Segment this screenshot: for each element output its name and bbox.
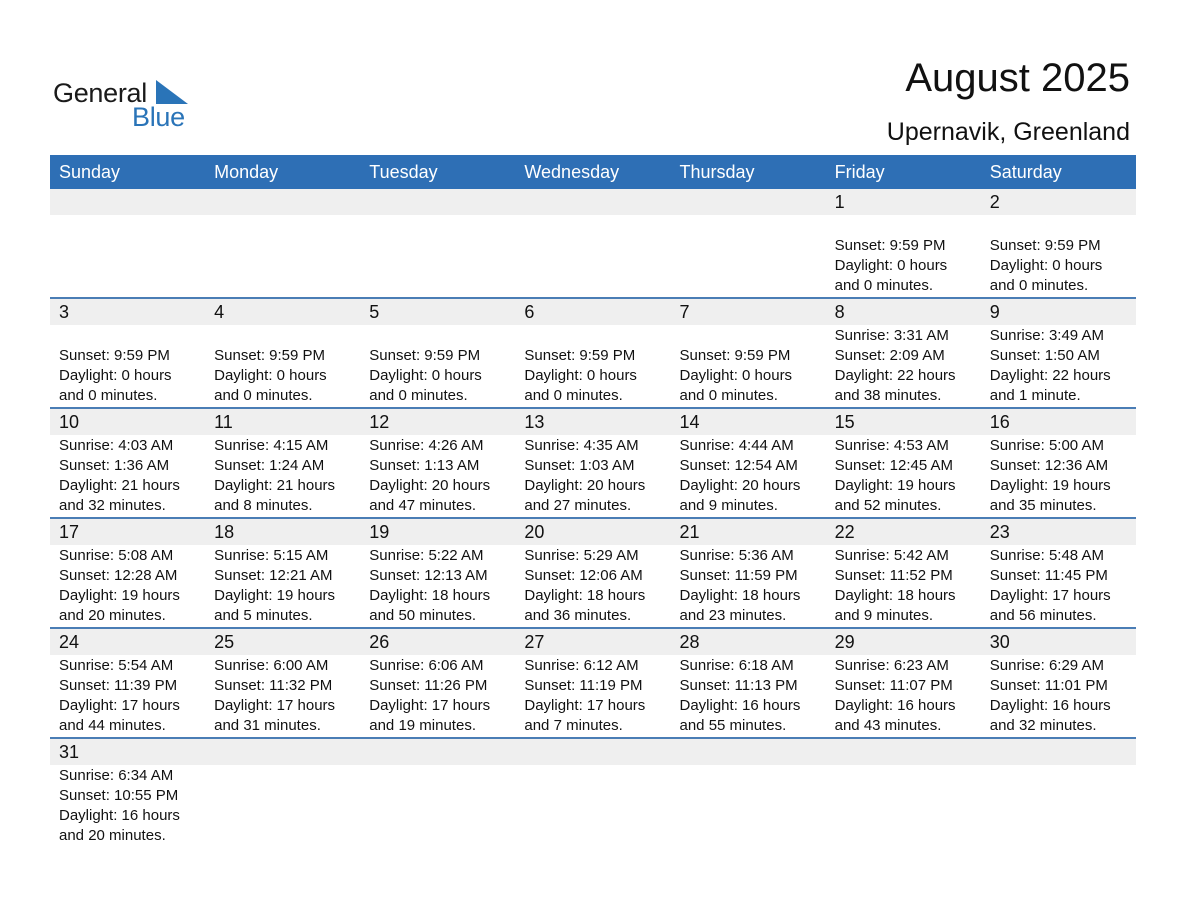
day-cell: [826, 766, 981, 847]
day-detail-line: Sunset: 9:59 PM: [369, 347, 481, 364]
day-number: [360, 739, 515, 765]
day-detail-line: [369, 326, 515, 346]
day-info-row: [50, 765, 1136, 847]
day-detail-line: Sunset: 1:50 AM: [989, 347, 1100, 364]
day-cell: [205, 326, 360, 407]
day-detail-line: Sunset: 9:59 PM: [214, 347, 326, 364]
day-number-row: [50, 629, 1136, 655]
day-detail-line: Daylight: 19 hours: [59, 587, 180, 604]
day-detail-line: and 0 minutes.: [369, 387, 468, 404]
day-cell: [826, 436, 981, 517]
day-detail-line: Sunrise: 6:29 AM: [989, 657, 1104, 674]
day-cell: [360, 216, 515, 297]
calendar-weeks: [50, 189, 1136, 847]
day-number: 3: [59, 302, 70, 322]
day-cell: [515, 216, 670, 297]
day-detail-line: Daylight: 18 hours: [524, 587, 646, 604]
day-detail-line: and 20 minutes.: [59, 607, 166, 624]
day-number: 10: [59, 412, 80, 432]
weekday-header-cell: Monday: [214, 162, 279, 182]
day-detail-line: Daylight: 20 hours: [524, 477, 646, 494]
day-detail-line: Sunset: 2:09 AM: [834, 347, 945, 364]
day-detail-line: Sunrise: 6:06 AM: [369, 657, 484, 674]
day-detail-line: and 38 minutes.: [834, 387, 942, 404]
day-number: 9: [989, 302, 1000, 322]
day-detail-line: Sunrise: 6:12 AM: [524, 657, 639, 674]
day-cell: [826, 546, 981, 627]
day-detail-line: Sunset: 9:59 PM: [989, 237, 1101, 254]
day-detail-line: Sunset: 1:36 AM: [59, 457, 170, 474]
day-detail-line: Daylight: 20 hours: [369, 477, 491, 494]
day-cell: [515, 546, 670, 627]
day-detail-line: Sunrise: 6:34 AM: [59, 767, 174, 784]
day-detail-line: and 32 minutes.: [59, 497, 166, 514]
day-detail-line: and 0 minutes.: [214, 387, 313, 404]
day-detail-line: and 43 minutes.: [834, 717, 942, 734]
day-detail-line: Daylight: 16 hours: [834, 697, 956, 714]
day-cell: [515, 326, 670, 407]
day-cell: [981, 766, 1136, 847]
day-detail-line: and 32 minutes.: [989, 717, 1097, 734]
day-cell: [826, 216, 981, 297]
logo-text-general: General: [53, 78, 147, 108]
day-detail-line: [59, 326, 205, 346]
day-cell: [360, 436, 515, 517]
day-detail-line: Sunset: 12:54 AM: [679, 457, 798, 474]
weekday-header-cell: Sunday: [59, 162, 121, 182]
day-detail-line: Sunset: 12:13 AM: [369, 567, 488, 584]
day-detail-line: Daylight: 0 hours: [59, 367, 172, 384]
day-detail-line: [835, 216, 981, 236]
day-detail-line: Daylight: 18 hours: [834, 587, 956, 604]
day-number: 7: [679, 302, 690, 322]
day-detail-line: and 0 minutes.: [524, 387, 623, 404]
day-number: 5: [369, 302, 380, 322]
day-detail-line: [680, 326, 826, 346]
day-detail-line: [214, 326, 360, 346]
day-detail-line: Daylight: 22 hours: [834, 367, 956, 384]
day-detail-line: Sunrise: 4:15 AM: [214, 437, 329, 454]
day-number: 29: [834, 632, 855, 652]
day-number: [205, 189, 360, 215]
day-number: [205, 739, 360, 765]
day-detail-line: and 20 minutes.: [59, 827, 166, 844]
day-detail-line: Daylight: 21 hours: [59, 477, 180, 494]
day-detail-line: Sunrise: 3:31 AM: [834, 327, 949, 344]
day-number: 4: [214, 302, 225, 322]
day-cell: [205, 436, 360, 517]
day-cell: [981, 216, 1136, 297]
day-detail-line: and 23 minutes.: [679, 607, 787, 624]
day-detail-line: and 7 minutes.: [524, 717, 623, 734]
day-detail-line: Sunrise: 5:15 AM: [214, 547, 329, 564]
day-detail-line: Daylight: 0 hours: [679, 367, 793, 384]
day-number: 8: [834, 302, 845, 322]
day-number: 27: [524, 632, 545, 652]
day-detail-line: and 35 minutes.: [989, 497, 1097, 514]
day-detail-line: and 52 minutes.: [834, 497, 942, 514]
day-detail-line: Daylight: 18 hours: [679, 587, 801, 604]
day-detail-line: and 5 minutes.: [214, 607, 313, 624]
day-detail-line: Sunset: 1:24 AM: [214, 457, 325, 474]
day-detail-line: Daylight: 19 hours: [834, 477, 956, 494]
day-detail-line: Daylight: 0 hours: [369, 367, 482, 384]
day-cell: [981, 656, 1136, 737]
calendar-title: August 2025: [905, 56, 1130, 100]
day-detail-line: and 1 minute.: [989, 387, 1081, 404]
day-detail-line: Sunset: 12:21 AM: [214, 567, 333, 584]
day-detail-line: Sunset: 9:59 PM: [834, 237, 946, 254]
day-cell: [515, 656, 670, 737]
day-cell: [360, 326, 515, 407]
day-detail-line: Daylight: 19 hours: [989, 477, 1111, 494]
day-detail-line: Daylight: 16 hours: [989, 697, 1111, 714]
day-detail-line: [524, 326, 670, 346]
day-cell: [50, 436, 205, 517]
day-number: 12: [369, 412, 390, 432]
day-number-row: [50, 409, 1136, 435]
weekday-header-cell: Wednesday: [524, 162, 620, 182]
day-cell: [515, 436, 670, 517]
day-detail-line: Daylight: 20 hours: [679, 477, 801, 494]
day-info-row: [50, 545, 1136, 627]
day-cell: [981, 326, 1136, 407]
day-cell: [671, 326, 826, 407]
day-number: 14: [679, 412, 700, 432]
day-cell: [50, 766, 205, 847]
day-detail-line: Sunset: 10:55 PM: [59, 787, 179, 804]
day-detail-line: Sunrise: 5:08 AM: [59, 547, 174, 564]
day-detail-line: Sunset: 9:59 PM: [524, 347, 636, 364]
day-detail-line: Sunrise: 6:00 AM: [214, 657, 329, 674]
day-detail-line: Daylight: 17 hours: [369, 697, 491, 714]
day-detail-line: and 0 minutes.: [834, 277, 934, 294]
day-detail-line: Sunrise: 5:42 AM: [834, 547, 949, 564]
day-number: 15: [834, 412, 855, 432]
day-cell: [205, 656, 360, 737]
day-number: 25: [214, 632, 235, 652]
day-detail-line: and 27 minutes.: [524, 497, 632, 514]
day-number: 22: [834, 522, 855, 542]
calendar-location: Upernavik, Greenland: [886, 118, 1130, 146]
day-number: 17: [59, 522, 80, 542]
day-detail-line: Sunset: 11:45 PM: [989, 567, 1108, 584]
day-detail-line: Sunset: 11:13 PM: [679, 677, 798, 694]
day-number: 6: [524, 302, 535, 322]
week-row: [50, 189, 1136, 299]
day-detail-line: Sunrise: 5:54 AM: [59, 657, 174, 674]
day-detail-line: Daylight: 22 hours: [989, 367, 1111, 384]
day-number: [671, 189, 826, 215]
weekday-header-cell: Friday: [834, 162, 885, 182]
day-detail-line: Sunset: 12:06 AM: [524, 567, 643, 584]
day-number: 1: [834, 192, 845, 212]
week-row: [50, 629, 1136, 739]
day-detail-line: Sunrise: 4:44 AM: [679, 437, 794, 454]
day-detail-line: and 31 minutes.: [214, 717, 321, 734]
day-cell: [671, 656, 826, 737]
day-cell: [360, 766, 515, 847]
week-row: [50, 299, 1136, 409]
day-detail-line: and 56 minutes.: [989, 607, 1097, 624]
day-number: 23: [989, 522, 1010, 542]
day-detail-line: and 44 minutes.: [59, 717, 166, 734]
day-detail-line: Daylight: 0 hours: [524, 367, 637, 384]
day-number: 11: [214, 412, 233, 432]
weekday-header-cell: Saturday: [989, 162, 1062, 182]
day-detail-line: Sunset: 12:28 AM: [59, 567, 178, 584]
logo-triangle-icon: [156, 80, 188, 104]
weekday-header-cell: Tuesday: [369, 162, 438, 182]
day-number: 20: [524, 522, 545, 542]
day-detail-line: Sunset: 12:36 AM: [989, 457, 1109, 474]
day-cell: [671, 436, 826, 517]
day-cell: [50, 656, 205, 737]
day-cell: [826, 326, 981, 407]
day-cell: [826, 656, 981, 737]
day-cell: [205, 766, 360, 847]
day-number: [515, 189, 670, 215]
day-detail-line: Sunrise: 5:36 AM: [679, 547, 794, 564]
day-number: 18: [214, 522, 235, 542]
day-detail-line: and 47 minutes.: [369, 497, 476, 514]
day-detail-line: Daylight: 17 hours: [214, 697, 336, 714]
day-cell: [360, 546, 515, 627]
day-number: [360, 189, 515, 215]
day-detail-line: Daylight: 17 hours: [989, 587, 1111, 604]
day-detail-line: Daylight: 0 hours: [214, 367, 327, 384]
day-number: [826, 739, 981, 765]
day-detail-line: Sunset: 9:59 PM: [679, 347, 791, 364]
day-info-row: [50, 435, 1136, 517]
day-cell: [515, 766, 670, 847]
day-detail-line: Sunrise: 4:03 AM: [59, 437, 174, 454]
day-cell: [205, 216, 360, 297]
day-detail-line: and 0 minutes.: [59, 387, 158, 404]
day-cell: [50, 326, 205, 407]
day-number-row: [50, 739, 1136, 765]
day-detail-line: Sunrise: 5:29 AM: [524, 547, 639, 564]
day-number-row: [50, 299, 1136, 325]
day-detail-line: and 36 minutes.: [524, 607, 632, 624]
day-info-row: [50, 655, 1136, 737]
day-number: [50, 189, 205, 215]
day-detail-line: and 9 minutes.: [679, 497, 778, 514]
calendar-grid: [50, 155, 1136, 847]
day-detail-line: Sunset: 1:13 AM: [369, 457, 480, 474]
day-detail-line: Sunrise: 3:49 AM: [989, 327, 1104, 344]
day-detail-line: Sunset: 11:32 PM: [214, 677, 333, 694]
day-detail-line: Sunset: 11:59 PM: [679, 567, 798, 584]
day-number: 31: [59, 742, 80, 762]
day-detail-line: Sunrise: 4:35 AM: [524, 437, 639, 454]
day-number: [981, 739, 1136, 765]
day-detail-line: Sunrise: 4:53 AM: [834, 437, 949, 454]
day-cell: [671, 216, 826, 297]
day-number: 13: [524, 412, 545, 432]
day-number: 21: [679, 522, 700, 542]
day-number: 28: [679, 632, 700, 652]
day-cell: [360, 656, 515, 737]
day-cell: [50, 216, 205, 297]
day-detail-line: Daylight: 16 hours: [59, 807, 180, 824]
day-detail-line: Sunrise: 5:48 AM: [989, 547, 1104, 564]
day-detail-line: Sunset: 11:39 PM: [59, 677, 178, 694]
week-row: [50, 739, 1136, 847]
day-number: 26: [369, 632, 390, 652]
day-detail-line: and 55 minutes.: [679, 717, 787, 734]
day-detail-line: Sunset: 11:01 PM: [989, 677, 1108, 694]
day-detail-line: and 8 minutes.: [214, 497, 313, 514]
logo-text-blue: Blue: [132, 102, 185, 132]
day-number: [515, 739, 670, 765]
day-cell: [671, 546, 826, 627]
day-detail-line: Daylight: 19 hours: [214, 587, 336, 604]
day-detail-line: Daylight: 17 hours: [59, 697, 180, 714]
day-number: 24: [59, 632, 80, 652]
day-number: [671, 739, 826, 765]
day-detail-line: Daylight: 16 hours: [679, 697, 801, 714]
day-number: 16: [989, 412, 1010, 432]
day-number: 30: [989, 632, 1010, 652]
day-detail-line: and 9 minutes.: [834, 607, 934, 624]
day-info-row: [50, 215, 1136, 297]
day-cell: [671, 766, 826, 847]
day-detail-line: Sunset: 11:07 PM: [834, 677, 953, 694]
day-detail-line: Daylight: 0 hours: [834, 257, 948, 274]
week-row: [50, 519, 1136, 629]
day-number: 19: [369, 522, 390, 542]
day-detail-line: Sunset: 11:26 PM: [369, 677, 488, 694]
day-detail-line: Sunset: 11:52 PM: [834, 567, 953, 584]
day-detail-line: Daylight: 17 hours: [524, 697, 646, 714]
day-cell: [205, 546, 360, 627]
day-detail-line: Sunset: 12:45 AM: [834, 457, 954, 474]
day-cell: [981, 546, 1136, 627]
day-detail-line: and 19 minutes.: [369, 717, 476, 734]
weekday-header-cell: Thursday: [679, 162, 755, 182]
day-cell: [50, 546, 205, 627]
weekday-header: [50, 155, 1136, 189]
day-detail-line: Daylight: 21 hours: [214, 477, 336, 494]
day-detail-line: and 0 minutes.: [679, 387, 778, 404]
day-cell: [981, 436, 1136, 517]
day-detail-line: and 50 minutes.: [369, 607, 476, 624]
week-row: [50, 409, 1136, 519]
day-number-row: [50, 189, 1136, 215]
day-detail-line: Sunrise: 5:00 AM: [989, 437, 1104, 454]
day-detail-line: Sunrise: 6:23 AM: [834, 657, 949, 674]
day-info-row: [50, 325, 1136, 407]
day-number: 2: [989, 192, 1000, 212]
day-detail-line: Daylight: 0 hours: [989, 257, 1103, 274]
day-detail-line: Daylight: 18 hours: [369, 587, 491, 604]
day-detail-line: [990, 216, 1136, 236]
day-detail-line: and 0 minutes.: [989, 277, 1089, 294]
day-detail-line: Sunset: 9:59 PM: [59, 347, 170, 364]
day-detail-line: Sunset: 1:03 AM: [524, 457, 635, 474]
day-number-row: [50, 519, 1136, 545]
brand-logo: [53, 76, 193, 132]
day-detail-line: Sunrise: 5:22 AM: [369, 547, 484, 564]
day-detail-line: Sunrise: 6:18 AM: [679, 657, 794, 674]
day-detail-line: Sunset: 11:19 PM: [524, 677, 643, 694]
day-detail-line: Sunrise: 4:26 AM: [369, 437, 484, 454]
